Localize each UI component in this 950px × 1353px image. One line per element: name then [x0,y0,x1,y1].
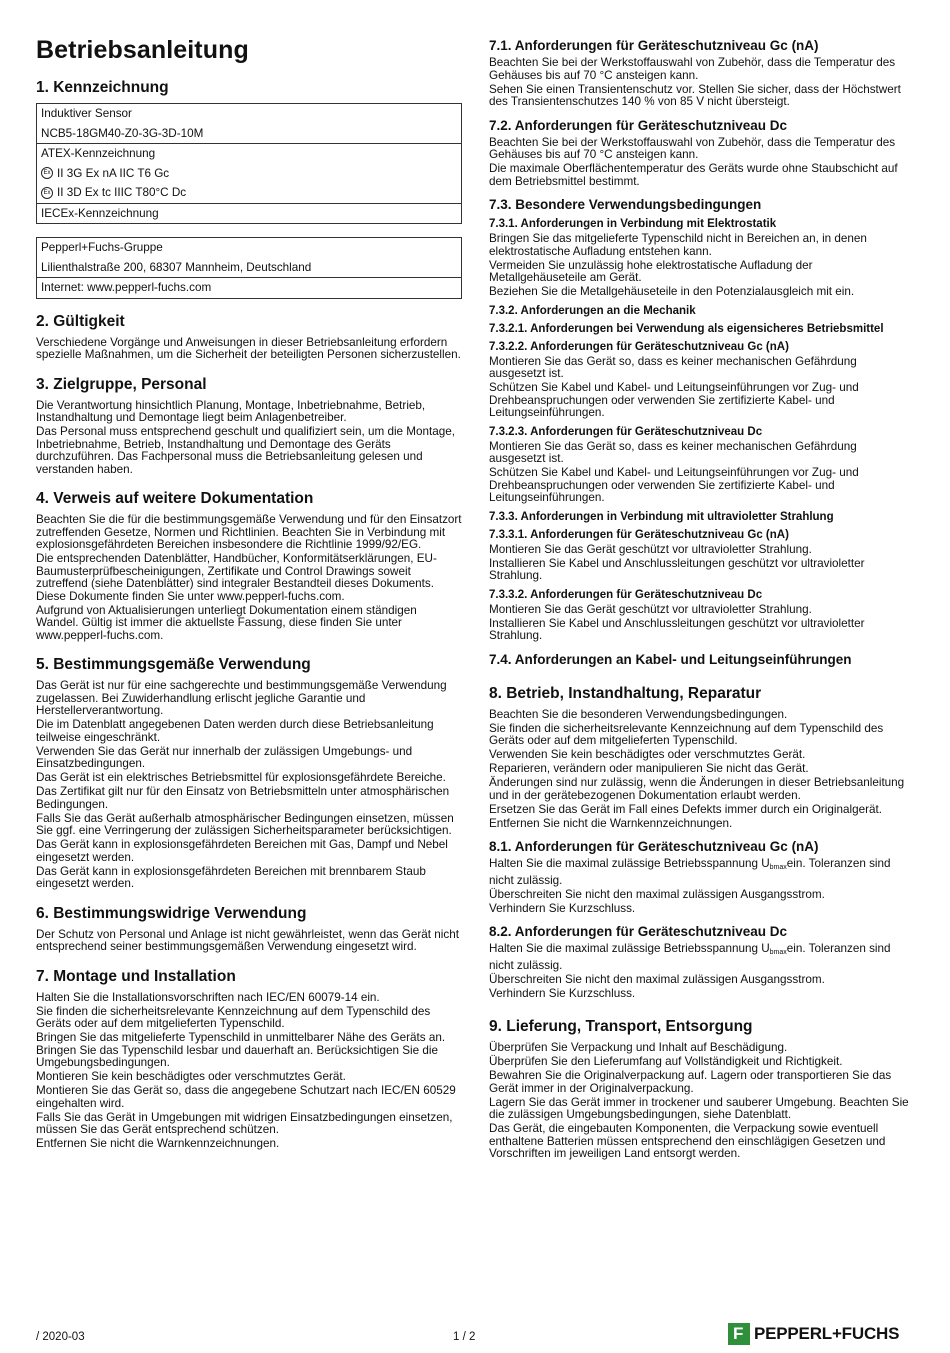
paragraph: Vermeiden Sie unzulässig hohe elektrostatische Aufladung der Metallgehäuseteile am Gerät. [489,258,813,284]
ex-symbol-icon: Ex [41,187,53,199]
paragraph: Bringen Sie das mitgelieferte Typenschild in unmittelbarer Nähe des Geräts an. Bringen Sie das Typenschild lesbar und dauerhaft an. Berücksichtigen Sie die Umgebungsbedingungen. [36,1031,446,1069]
logo-mark-letter: F [733,1324,744,1343]
paragraph [489,943,911,972]
paragraph: Montieren Sie kein beschädigtes oder verschmutztes Gerät. [36,1070,346,1083]
paragraph: Sie finden die sicherheitsrelevante Kennzeichnung auf dem Typenschild des Geräts oder auf dem mitgelieferten Typenschild. [489,721,884,747]
paragraph: Das Gerät, die eingebauten Komponenten, die Verpackung sowie eventuell enthaltene Batterien müssen entsprechend den einschlägigen Gesetzen und Vorschriften im jeweiligen Land entsorgt werden. [489,1122,886,1160]
paragraph: Montieren Sie das Gerät so, dass die angegebene Schutzart nach IEC/EN 60529 eingehalten wird. [36,1084,456,1110]
section-7-3-heading: 7.3. Besondere Verwendungsbedingungen [489,197,762,212]
paragraph: Halten Sie die Installationsvorschriften nach IEC/EN 60079-14 ein. [36,990,380,1004]
paragraph: Überprüfen Sie Verpackung und Inhalt auf Beschädigung. [489,1041,788,1054]
section-6-heading: 6. Bestimmungswidrige Verwendung [36,904,307,922]
section-7-4-heading: 7.4. Anforderungen an Kabel- und Leitungseinführungen [489,651,852,667]
paragraph: Bringen Sie das mitgelieferte Typenschild nicht in Bereichen an, in denen elektrostatische Aufladung entstehen kann. [489,232,867,258]
box-line: Pepperl+Fuchs-Gruppe [41,241,163,254]
section-2-heading: 2. Gültigkeit [36,312,125,330]
paragraph: Das Personal muss entsprechend geschult und qualifiziert sein, um die Montage, Inbetriebnahme, Betrieb, Instandhaltung und Demontage des Geräts durchzuführen. Das Fachpersonal muss die Betriebsanleitung gelesen und verstanden haben. [36,425,456,476]
voltage-text: Halten Sie die maximal zulässige Betriebsspannung U [489,942,770,955]
paragraph: Die maximale Oberflächentemperatur des Geräts wurde ohne Staubschicht auf dem Betriebsmittel bestimmt. [489,162,898,188]
paragraph: Verwenden Sie kein beschädigtes oder verschmutztes Gerät. [489,748,806,761]
atex-gas-marking: II 3G Ex nA IIC T6 Gc [57,166,170,180]
paragraph: Das Gerät kann in explosionsgefährdeten Bereichen mit brennbarem Staub eingesetzt werden. [36,864,426,890]
section-7-2-heading: 7.2. Anforderungen für Geräteschutzniveau Dc [489,117,788,133]
paragraph: Verhindern Sie Kurzschluss. [489,901,636,915]
paragraph: Falls Sie das Gerät außerhalb atmosphärischer Bedingungen einsetzen, müssen Sie ggf. eine Verringerung der zulässigen Sicherheitsparameter berücksichtigen. [36,811,454,837]
paragraph: Das Zertifikat gilt nur für den Einsatz von Betriebsmitteln unter atmosphärischen Bedingungen. [36,785,450,811]
voltage-text-end: ein. Toleranzen sind nicht zulässig. [489,857,891,887]
paragraph: Das Gerät kann in explosionsgefährdeten Bereichen mit Gas, Dampf und Nebel eingesetzt werden. [36,838,448,864]
logo-text: PEPPERL+FUCHS [754,1324,900,1343]
marking-table [36,103,462,224]
paragraph: Die im Datenblatt angegebenen Daten werden durch diese Betriebsanleitung teilweise eingeschränkt. [36,718,434,744]
paragraph: Montieren Sie das Gerät geschützt vor ultravioletter Strahlung. [489,602,812,616]
left-column [36,32,462,1152]
paragraph: Montieren Sie das Gerät so, dass es keiner mechanischen Gefährdung ausgesetzt ist. [489,354,857,380]
right-column [489,32,911,1162]
paragraph: Überschreiten Sie nicht den maximal zulässigen Ausgangsstrom. [489,887,825,901]
paragraph: Verwenden Sie das Gerät nur innerhalb der zulässigen Umgebungs- und Einsatzbedingungen. [36,744,413,770]
paragraph: Aufgrund von Aktualisierungen unterliegt Dokumentation einem ständigen Wandel. Gültig ist immer die aktuellste Fassung, diese finden Sie unter www.pepperl-fuchs.com. [36,603,417,642]
paragraph: Verschiedene Vorgänge und Anweisungen in dieser Betriebsanleitung erfordern spezielle Maßnahmen, um die Sicherheit der beteiligten Personen sicherzustellen. [36,335,461,361]
paragraph [489,858,911,887]
voltage-text-end: ein. Toleranzen sind nicht zulässig. [489,942,891,972]
paragraph: Beachten Sie bei der Werkstoffauswahl von Zubehör, dass die Temperatur des Gehäuses bis auf 70 °C ansteigen kann. [489,135,896,161]
paragraph: Das Gerät ist ein elektrisches Betriebsmittel für explosionsgefährdete Bereiche. [36,771,446,784]
paragraph: Falls Sie das Gerät in Umgebungen mit widrigen Einsatzbedingungen einsetzen, müssen Sie das Gerät entsprechend schützen. [36,1110,453,1136]
box-line: Induktiver Sensor [41,107,132,120]
atex-dust-marking: II 3D Ex tc IIIC T80°C Dc [57,186,187,199]
section-5-heading: 5. Bestimmungsgemäße Verwendung [36,656,311,673]
section-8-heading: 8. Betrieb, Instandhaltung, Reparatur [489,684,762,702]
paragraph: Schützen Sie Kabel und Kabel- und Leitungseinführungen vor Zug- und Drehbeanspruchungen oder verwenden Sie zertifizierte Kabel- und Leitungseinführungen. [489,466,859,504]
paragraph: Montieren Sie das Gerät so, dass es keiner mechanischen Gefährdung ausgesetzt ist. [489,439,857,465]
paragraph: Beachten Sie bei der Werkstoffauswahl von Zubehör, dass die Temperatur des Gehäuses bis auf 70 °C ansteigen kann. [489,56,896,82]
paragraph: Änderungen sind nur zulässig, wenn die Änderungen in dieser Betriebsanleitung und in der gerätebezogenen Dokumentation erlaubt werden. [489,776,905,802]
paragraph: Die Verantwortung hinsichtlich Planung, Montage, Inbetriebnahme, Betrieb, Instandhaltung und Demontage liegt beim Anlagenbetreiber. [36,398,426,424]
paragraph: Die entsprechenden Datenblätter, Handbücher, Konformitätserklärungen, EU-Baumusterprüfbescheinigungen, Zertifikate und Control Drawings soweit zutreffend (siehe Datenblätter) sind integraler Bestandteil dieses Dokuments. Diese Dokumente finden Sie unter www.pepperl-fuchs.com. [36,552,437,603]
paragraph: Beachten Sie die besonderen Verwendungsbedingungen. [489,707,788,721]
paragraph: Beachten Sie die für die bestimmungsgemäße Verwendung und für den Einsatzort zutreffenden Gesetze, Normen und Richtlinien. Beachten Sie in Verbindung mit explosionsgefährdeten Bereichen insbesondere die Richtlinie 1999/92/EG. [36,513,462,551]
box-line: IECEx-Kennzeichnung [41,206,159,220]
paragraph: Installieren Sie Kabel und Anschlussleitungen geschützt vor ultravioletter Strahlung. [489,616,865,642]
section-4-heading: 4. Verweis auf weitere Dokumentation [36,490,314,507]
section-7-3-2-2-heading: 7.3.2.2. Anforderungen für Geräteschutzniveau Gc (nA) [489,340,789,353]
marking-boxes [36,103,462,299]
section-8-2-heading: 8.2. Anforderungen für Geräteschutzniveau Dc [489,924,788,939]
paragraph: Entfernen Sie nicht die Warnkennzeichnungen. [36,1137,280,1150]
box-line: Internet: www.pepperl-fuchs.com [41,281,212,294]
box-line: Lilienthalstraße 200, 68307 Mannheim, Deutschland [41,260,312,274]
voltage-subscript: bmax [769,864,787,871]
section-7-3-2-heading: 7.3.2. Anforderungen an die Mechanik [489,304,696,317]
section-1-heading: 1. Kennzeichnung [36,79,169,96]
section-3-heading: 3. Zielgruppe, Personal [36,375,207,393]
manufacturer-table [36,237,462,299]
paragraph: Überprüfen Sie den Lieferumfang auf Vollständigkeit und Richtigkeit. [489,1055,843,1068]
paragraph: Ersetzen Sie das Gerät im Fall eines Defekts immer durch ein Originalgerät. [489,802,882,816]
section-7-3-3-2-heading: 7.3.3.2. Anforderungen für Geräteschutzniveau Dc [489,588,763,601]
paragraph: Lagern Sie das Gerät immer in trockener und sauberer Umgebung. Beachten Sie die zulässigen Umgebungsbedingungen, siehe Datenblatt. [489,1095,909,1121]
section-7-heading: 7. Montage und Installation [36,967,236,985]
paragraph: Reparieren, verändern oder manipulieren Sie nicht das Gerät. [489,762,809,775]
company-logo [728,1323,899,1345]
section-8-1-heading: 8.1. Anforderungen für Geräteschutzniveau Gc (nA) [489,839,819,854]
paragraph: Entfernen Sie nicht die Warnkennzeichnungen. [489,816,733,830]
box-line: NCB5-18GM40-Z0-3G-3D-10M [41,126,204,140]
ex-symbol-icon: Ex [41,167,53,179]
paragraph: Installieren Sie Kabel und Anschlussleitungen geschützt vor ultravioletter Strahlung. [489,556,865,582]
voltage-text: Halten Sie die maximal zulässige Betriebsspannung U [489,857,770,870]
document-title: Betriebsanleitung [36,36,249,64]
section-7-3-2-3-heading: 7.3.2.3. Anforderungen für Geräteschutzniveau Dc [489,425,763,438]
section-9-heading: 9. Lieferung, Transport, Entsorgung [489,1018,753,1035]
paragraph: Verhindern Sie Kurzschluss. [489,986,636,1000]
footer-date: / 2020-03 [36,1331,85,1343]
paragraph: Schützen Sie Kabel und Kabel- und Leitungseinführungen vor Zug- und Drehbeanspruchungen oder verwenden Sie zertifizierte Kabel- und Leitungseinführungen. [489,381,859,419]
paragraph: Überschreiten Sie nicht den maximal zulässigen Ausgangsstrom. [489,972,825,986]
paragraph: Der Schutz von Personal und Anlage ist nicht gewährleistet, wenn das Gerät nicht entsprechend seiner bestimmungsgemäßen Verwendung eingesetzt wird. [36,927,459,953]
footer-page-number: 1 / 2 [453,1331,476,1343]
voltage-subscript: bmax [769,949,787,956]
logo-mark-icon [728,1323,750,1345]
paragraph: Sie finden die sicherheitsrelevante Kennzeichnung auf dem Typenschild des Geräts oder auf dem mitgelieferten Typenschild. [36,1004,431,1030]
box-line: ATEX-Kennzeichnung [41,147,156,160]
paragraph: Montieren Sie das Gerät geschützt vor ultravioletter Strahlung. [489,542,812,556]
section-7-3-3-heading: 7.3.3. Anforderungen in Verbindung mit ultravioletter Strahlung [489,510,834,523]
paragraph: Beziehen Sie die Metallgehäuseteile in den Potenzialausgleich mit ein. [489,285,855,298]
section-7-1-heading: 7.1. Anforderungen für Geräteschutzniveau Gc (nA) [489,38,819,53]
paragraph: Sehen Sie einen Transientenschutz vor. Stellen Sie sicher, dass der Höchstwert des Transientenschutzes 140 % von 85 V nicht übersteigt. [489,82,901,108]
paragraph: Das Gerät ist nur für eine sachgerechte und bestimmungsgemäße Verwendung zugelassen. Bei Zuwiderhandlung erlischt jegliche Garantie und Herstellerverantwortung. [36,679,447,717]
paragraph: Bewahren Sie die Originalverpackung auf. Lagern oder transportieren Sie das Gerät immer in der Originalverpackung. [489,1069,892,1095]
section-7-3-3-1-heading: 7.3.3.1. Anforderungen für Geräteschutzniveau Gc (nA) [489,528,789,541]
section-7-3-2-1-heading: 7.3.2.1. Anforderungen bei Verwendung als eigensicheres Betriebsmittel [489,322,884,335]
section-7-3-1-heading: 7.3.1. Anforderungen in Verbindung mit Elektrostatik [489,218,777,230]
